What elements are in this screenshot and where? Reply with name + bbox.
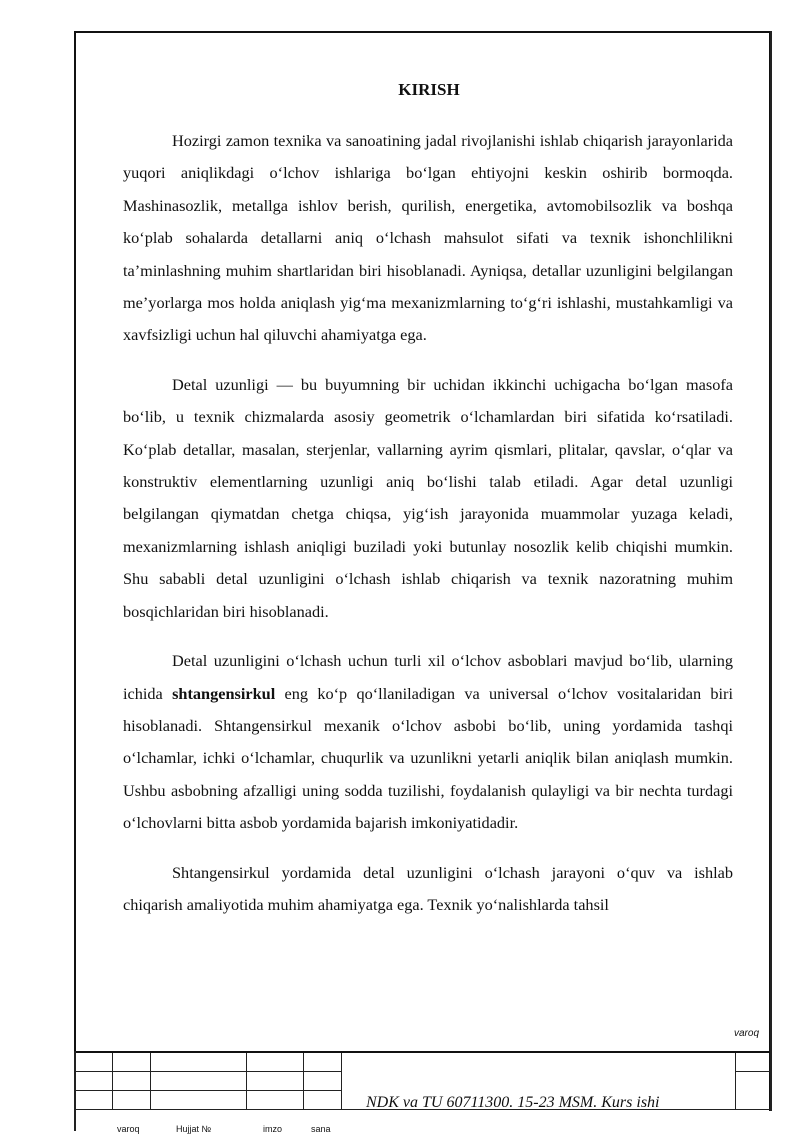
column-label-signature: imzo bbox=[263, 1124, 283, 1134]
title-block-line bbox=[112, 1053, 113, 1110]
paragraph-4: Shtangensirkul yordamida detal uzunligini o‘lchash jarayoni o‘quv va ishlab chiqarish amaliyotida muhim ahamiyatga ega. Texnik yo‘nalishlarda tahsil bbox=[123, 862, 733, 914]
sheet-label: varoq bbox=[734, 1028, 760, 1039]
title-block-line bbox=[74, 1090, 341, 1091]
title-block-line bbox=[303, 1053, 304, 1110]
title-block-line bbox=[74, 1051, 76, 1131]
column-label-sheet: varoq bbox=[117, 1124, 140, 1134]
title-block-line bbox=[735, 1053, 736, 1110]
column-label-document-number: Hujjat № bbox=[176, 1124, 212, 1134]
section-title: KIRISH bbox=[398, 80, 460, 99]
paragraph-3-term: shtangensirkul bbox=[172, 683, 276, 703]
paragraph-3-start: Detal uzunligini o‘lchash uchun turli xil o‘lchov asboblari mavjud bo‘lib, ularning ichida bbox=[123, 651, 733, 703]
paragraph-3-end: eng ko‘p qo‘llaniladigan va universal o‘lchov vositalaridan biri hisoblanadi. Shtangensirkul mexanik o‘lchov asbobi bo‘lib, uning yordamida tashqi o‘lchamlar, ichki o‘lchamlar, chuqurlik va uzunlikni yetarli aniqlik bilan aniqlash mumkin. Ushbu asbobning afzalligi uning sodda tuzilishi, foydalanish qulayligi va bir nechta turdagi o‘lchovlarni bitta asbob yordamida bajarish imkoniyatidadir. bbox=[123, 683, 733, 833]
title-block-line bbox=[735, 1071, 771, 1072]
title-block-line bbox=[150, 1053, 151, 1110]
document-code: NDK va TU 60711300. 15-23 MSM. Kurs ishi bbox=[366, 1094, 660, 1111]
title-block-top-line bbox=[74, 1051, 771, 1053]
document-body bbox=[123, 125, 733, 938]
title-block-line bbox=[74, 1071, 341, 1072]
title-block-line bbox=[246, 1053, 247, 1110]
paragraph-3 bbox=[123, 645, 733, 839]
title-block-line bbox=[341, 1053, 342, 1110]
paragraph-2: Detal uzunligi — bu buyumning bir uchidan ikkinchi uchigacha bo‘lgan masofa bo‘lib, u texnik chizmalarda asosiy geometrik o‘lchamlardan biri sifatida ko‘rsatiladi. Ko‘plab detallar, masalan, sterjenlar, vallarning ayrim qismlari, plitalar, qavslar, o‘qlar va konstruktiv elementlarning uzunligi aniq bo‘lishi talab etiladi. Agar detal uzunligi belgilangan qiymatdan chetga chiqsa, yig‘ish jarayonida muammolar yuzaga keladi, mexanizmlarning ishlash aniqligi buziladi yoki butunlay nosozlik kelib chiqishi mumkin. Shu sababli detal uzunligini o‘lchash ishlab chiqarish va texnik nazoratning muhim bosqichlaridan biri hisoblanadi. bbox=[123, 374, 733, 621]
title-block-line bbox=[770, 31, 772, 1111]
paragraph-1: Hozirgi zamon texnika va sanoatining jadal rivojlanishi ishlab chiqarish jarayonlarida yuqori aniqlikdagi o‘lchov ishlariga bo‘lgan ehtiyojni keskin oshirib bormoqda. Mashinasozlik, metallga ishlov berish, qurilish, energetika, avtomobilsozlik va boshqa ko‘plab sohalarda detallarni aniq o‘lchash mahsulot sifati va texnik ishonchlilikni ta’minlashning muhim shartlaridan biri hisoblanadi. Ayniqsa, detallar uzunligini belgilangan me’yorlarga mos holda aniqlash yig‘ma mexanizmlarning to‘g‘ri ishlashi, mustahkamligi va xavfsizligi uchun hal qiluvchi ahamiyatga ega. bbox=[123, 131, 733, 345]
column-label-date: sana bbox=[311, 1124, 331, 1134]
